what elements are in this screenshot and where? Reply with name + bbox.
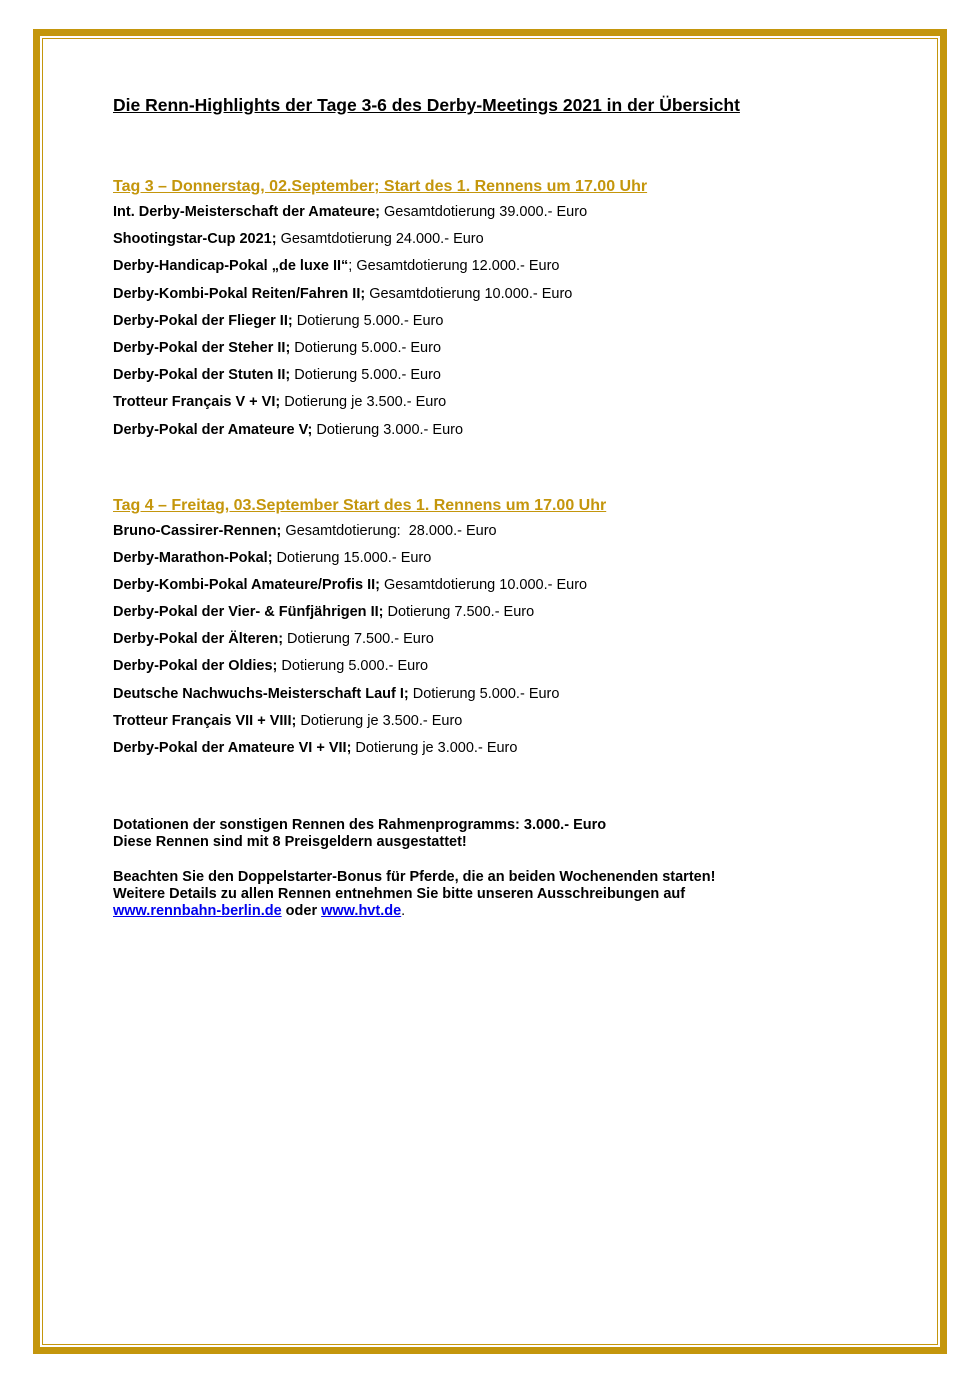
race-name: Derby-Marathon-Pokal;	[113, 549, 273, 566]
race-prize: Dotierung 5.000.- Euro	[408, 685, 560, 702]
race-name: Bruno-Cassirer-Rennen;	[113, 522, 282, 539]
race-name: Trotteur Français VII + VIII;	[113, 712, 297, 729]
day-4-heading: Tag 4 – Freitag, 03.September Start des 1. Rennens um 17.00 Uhr	[113, 496, 607, 514]
race-name: Derby-Pokal der Stuten II;	[113, 367, 291, 384]
race-name: Derby-Pokal der Steher II;	[113, 339, 291, 356]
race-prize: Dotierung 7.500.- Euro	[383, 604, 535, 621]
race-item	[113, 576, 873, 595]
race-item	[113, 421, 873, 440]
prize-money-note: Diese Rennen sind mit 8 Preisgeldern ausgestattet!	[113, 834, 467, 851]
race-prize: Dotierung je 3.500.- Euro	[296, 712, 463, 729]
race-prize: Dotierung 5.000.- Euro	[292, 312, 444, 329]
links-line	[113, 903, 873, 920]
race-name: Derby-Kombi-Pokal Amateure/Profis II;	[113, 576, 380, 593]
race-prize: Dotierung 5.000.- Euro	[290, 339, 442, 356]
day-3-heading: Tag 3 – Donnerstag, 02.September; Start des 1. Rennens um 17.00 Uhr	[113, 178, 648, 195]
race-name: Derby-Handicap-Pokal „de luxe II“	[113, 258, 349, 275]
end-period: .	[401, 903, 406, 920]
race-name: Derby-Pokal der Amateure VI + VII;	[113, 740, 352, 756]
hvt-link[interactable]: www.hvt.de	[321, 903, 402, 920]
race-name: Trotteur Français V + VI;	[113, 394, 281, 411]
race-name: Derby-Pokal der Älteren;	[113, 631, 284, 648]
race-name: Derby-Pokal der Oldies;	[113, 658, 278, 675]
race-prize: Dotierung 5.000.- Euro	[277, 658, 429, 675]
race-name: Deutsche Nachwuchs-Meisterschaft Lauf I;	[113, 685, 409, 702]
document-title: Die Renn-Highlights der Tage 3-6 des Derby-Meetings 2021 in der Übersicht	[113, 95, 740, 115]
race-item	[113, 257, 873, 276]
race-item	[113, 630, 873, 649]
race-prize: Gesamtdotierung 24.000.- Euro	[276, 231, 484, 248]
day-4-race-list	[113, 522, 873, 759]
race-name: Derby-Pokal der Amateure V;	[113, 421, 313, 438]
race-name: Derby-Pokal der Flieger II;	[113, 312, 293, 329]
race-item	[113, 549, 873, 568]
details-note: Weitere Details zu allen Rennen entnehmen Sie bitte unseren Ausschreibungen auf	[113, 885, 686, 902]
notes-section	[113, 817, 873, 920]
race-item	[113, 285, 873, 304]
race-item	[113, 366, 873, 385]
race-name: Derby-Pokal der Vier- & Fünfjährigen II;	[113, 604, 384, 621]
day-3-section	[113, 176, 873, 440]
race-prize: Gesamtdotierung 10.000.- Euro	[379, 576, 588, 593]
race-name: Shootingstar-Cup 2021;	[113, 231, 277, 248]
race-item	[113, 685, 873, 704]
race-prize: Dotierung 5.000.- Euro	[290, 367, 441, 384]
race-prize: Gesamtdotierung: 28.000.- Euro	[281, 522, 497, 539]
bonus-note: Beachten Sie den Doppelstarter-Bonus für Pferde, die an beiden Wochenenden starten!	[113, 868, 716, 885]
race-item	[113, 522, 873, 541]
race-item	[113, 393, 873, 412]
race-item	[113, 312, 873, 331]
race-prize: Dotierung je 3.500.- Euro	[280, 394, 447, 411]
race-item	[113, 712, 873, 731]
race-item	[113, 657, 873, 676]
race-prize: ; Gesamtdotierung 12.000.- Euro	[348, 258, 560, 275]
race-name: Int. Derby-Meisterschaft der Amateure;	[113, 204, 380, 220]
race-item	[113, 203, 873, 222]
race-prize: Gesamtdotierung 39.000.- Euro	[379, 204, 588, 220]
race-item	[113, 739, 873, 758]
race-item	[113, 339, 873, 358]
race-item	[113, 230, 873, 249]
race-prize: Dotierung je 3.000.- Euro	[351, 740, 518, 756]
day-3-race-list	[113, 203, 873, 440]
race-prize: Gesamtdotierung 10.000.- Euro	[365, 285, 573, 302]
race-item	[113, 603, 873, 622]
race-prize: Dotierung 7.500.- Euro	[283, 631, 434, 648]
day-4-section	[113, 495, 873, 759]
rennbahn-berlin-link[interactable]: www.rennbahn-berlin.de	[113, 903, 282, 920]
dotations-note: Dotationen der sonstigen Rennen des Rahmenprogramms: 3.000.- Euro	[113, 817, 607, 833]
document-body	[113, 94, 873, 920]
race-prize: Dotierung 3.000.- Euro	[312, 421, 464, 438]
race-prize: Dotierung 15.000.- Euro	[272, 549, 432, 566]
race-name: Derby-Kombi-Pokal Reiten/Fahren II;	[113, 285, 366, 302]
link-separator: oder	[281, 903, 322, 920]
